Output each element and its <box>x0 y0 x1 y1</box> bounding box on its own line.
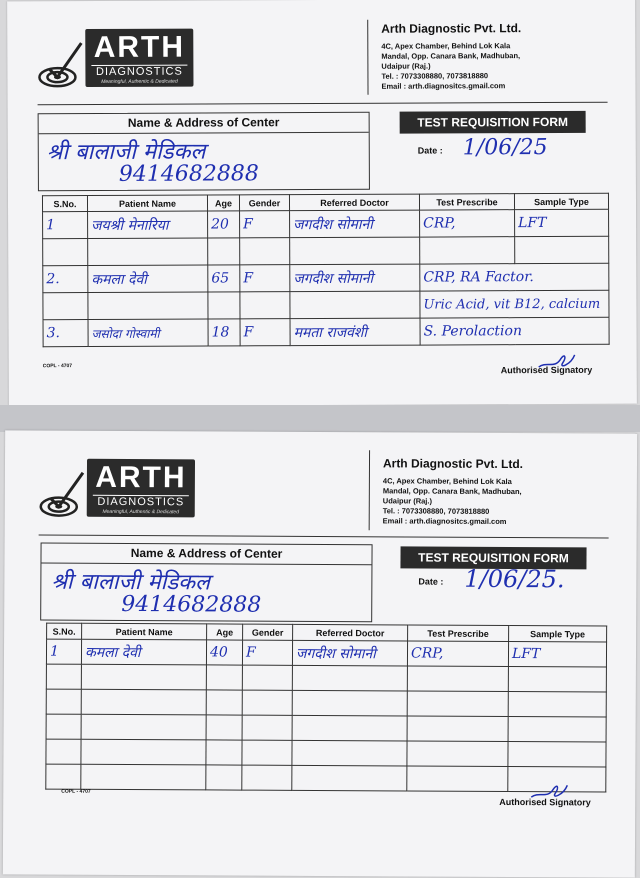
cell-doctor <box>292 690 407 716</box>
cell-gender <box>242 740 292 765</box>
center-name: श्री बालाजी मेडिकल <box>51 569 211 596</box>
cell-sample: LFT <box>515 209 609 236</box>
patient-table <box>42 193 610 347</box>
cell-age <box>208 292 240 319</box>
header-divider <box>369 450 370 530</box>
column-sno: S.No. <box>47 623 82 639</box>
company-name: Arth Diagnostic Pvt. Ltd. <box>382 456 524 472</box>
form-code: COPL - 4707 <box>42 363 73 370</box>
cell-patient-name <box>88 238 208 266</box>
cell-test <box>407 666 508 692</box>
cell-age <box>208 238 240 265</box>
cell-age: 65 <box>208 265 240 292</box>
date-label: Date : <box>417 145 443 156</box>
column-sample-type: Sample Type <box>514 193 608 209</box>
column-age: Age <box>207 195 239 211</box>
authorised-signatory: Authorised Signatory <box>499 796 591 808</box>
cell-sno: 3. <box>43 320 88 347</box>
requisition-form-2 <box>3 430 637 877</box>
center-title: Name & Address of Center <box>127 115 280 130</box>
cell-age <box>206 665 242 690</box>
form-title: TEST REQUISITION FORM <box>400 111 586 134</box>
column-gender: Gender <box>239 195 289 211</box>
requisition-form-1 <box>7 0 637 406</box>
cell-sno: 2. <box>43 266 88 293</box>
column-test-prescribe: Test Prescribe <box>408 625 509 642</box>
company-address-1: 4C, Apex Chamber, Behind Lok Kala <box>382 476 512 487</box>
date-label: Date : <box>418 576 444 587</box>
company-email: Email : arth.diagnositcs.gmail.com <box>381 81 506 91</box>
cell-age: 40 <box>206 640 242 665</box>
cell-test: Uric Acid, vit B12, calcium <box>420 290 609 318</box>
cell-gender: F <box>240 265 290 292</box>
column-gender: Gender <box>243 624 293 640</box>
cell-doctor <box>292 665 407 691</box>
cell-sample: LFT <box>508 641 606 667</box>
cell-sno <box>46 714 81 739</box>
table-row <box>43 209 609 238</box>
cell-test <box>407 691 508 717</box>
cell-doctor: जगदीश सोमानी <box>290 264 420 292</box>
cell-gender <box>240 292 290 319</box>
logo-subtitle: DIAGNOSTICS <box>93 495 189 510</box>
company-address-1: 4C, Apex Chamber, Behind Lok Kala <box>381 41 511 51</box>
logo-subtitle: DIAGNOSTICS <box>91 65 187 79</box>
cell-age <box>206 765 242 790</box>
center-title-rule <box>39 132 369 134</box>
cell-patient-name <box>81 764 206 790</box>
authorised-signatory: Authorised Signatory <box>500 364 593 376</box>
column-patient-name: Patient Name <box>87 195 207 212</box>
center-box <box>40 543 372 623</box>
cell-sno <box>46 739 81 764</box>
cell-sample <box>508 691 606 717</box>
cell-doctor <box>292 740 407 766</box>
cell-sample <box>508 716 606 742</box>
logo-tagline: Meaningful, Authentic & Dedicated <box>101 78 178 85</box>
cell-age <box>206 690 242 715</box>
logo-word: ARTH <box>95 460 187 495</box>
cell-patient-name: जयश्री मेनारिया <box>88 211 208 239</box>
header-rule <box>38 102 608 105</box>
header-divider <box>367 20 368 95</box>
cell-age: 20 <box>208 211 240 238</box>
cell-test: CRP, <box>420 210 515 237</box>
cell-test: CRP, <box>407 641 508 667</box>
column-sno: S.No. <box>42 196 87 212</box>
table-row <box>43 263 609 292</box>
cell-gender: F <box>242 640 292 665</box>
cell-sno <box>46 764 81 789</box>
table-row <box>46 714 606 742</box>
cell-age: 18 <box>208 319 240 346</box>
table-row <box>46 689 606 717</box>
cell-doctor: जगदीश सोमानी <box>292 640 407 666</box>
logo-box <box>87 459 195 518</box>
table-row <box>46 764 606 792</box>
column-age: Age <box>207 624 243 640</box>
center-box <box>38 112 370 191</box>
table-row <box>43 290 609 319</box>
cell-patient-name: कमला देवी <box>88 265 208 293</box>
table-row <box>43 317 609 346</box>
cell-patient-name <box>88 292 208 320</box>
column-patient-name: Patient Name <box>82 623 207 640</box>
cell-sno <box>43 293 88 320</box>
cell-patient-name: जसोदा गोस्वामी <box>88 319 208 347</box>
table-row <box>46 739 606 767</box>
cell-doctor <box>290 237 420 265</box>
cell-sno <box>46 689 81 714</box>
arth-logo <box>39 459 199 530</box>
cell-doctor <box>292 715 407 741</box>
cell-patient-name: कमला देवी <box>81 639 206 665</box>
column-referred-doctor: Referred Doctor <box>289 194 419 211</box>
company-address-3: Udaipur (Raj.) <box>381 61 431 71</box>
company-tel: Tel. : 7073308880, 7073818880 <box>382 506 490 516</box>
cell-patient-name <box>81 714 206 740</box>
target-check-icon <box>39 469 85 519</box>
cell-test <box>420 237 515 264</box>
date-value: 1/06/25. <box>464 564 565 594</box>
cell-doctor <box>292 765 407 791</box>
cell-test <box>407 766 508 792</box>
center-name: श्री बालाजी मेडिकल <box>46 139 206 166</box>
center-title: Name & Address of Center <box>130 546 283 561</box>
company-address-3: Udaipur (Raj.) <box>382 496 432 506</box>
company-name: Arth Diagnostic Pvt. Ltd. <box>381 21 522 36</box>
logo-tagline: Meaningful, Authentic & Dedicated <box>102 508 180 516</box>
logo-word: ARTH <box>93 30 186 64</box>
cell-test <box>407 741 508 767</box>
background-gap <box>0 405 640 432</box>
date-value: 1/06/25 <box>462 135 548 161</box>
cell-sample <box>508 666 606 692</box>
column-test-prescribe: Test Prescribe <box>419 194 514 210</box>
cell-test <box>407 716 508 742</box>
arth-logo <box>37 29 197 100</box>
company-address-2: Mandal, Opp. Canara Bank, Madhuban, <box>381 51 521 61</box>
cell-sno <box>43 239 88 266</box>
cell-gender <box>242 690 292 715</box>
column-sample-type: Sample Type <box>509 625 607 642</box>
cell-patient-name <box>81 664 206 690</box>
column-referred-doctor: Referred Doctor <box>293 624 408 641</box>
logo-box <box>85 29 193 87</box>
cell-gender <box>242 665 292 690</box>
signature-icon <box>529 779 569 801</box>
cell-sample <box>508 741 606 767</box>
table-row <box>46 664 606 692</box>
cell-patient-name <box>81 689 206 715</box>
company-tel: Tel. : 7073308880, 7073818880 <box>381 71 489 81</box>
cell-doctor <box>290 291 420 319</box>
form-code: COPL - 4707 <box>61 788 91 795</box>
cell-doctor: जगदीश सोमानी <box>290 210 420 238</box>
patient-table <box>45 623 607 793</box>
cell-sno: 1 <box>46 639 81 664</box>
form-title: TEST REQUISITION FORM <box>400 546 586 569</box>
table-row <box>46 639 606 667</box>
cell-sno: 1 <box>43 212 88 239</box>
center-phone: 9414682888 <box>118 161 259 187</box>
cell-test: S. Perolaction <box>420 317 609 345</box>
cell-sample <box>515 236 609 263</box>
cell-age <box>206 715 242 740</box>
cell-gender <box>242 765 292 790</box>
target-check-icon <box>37 39 83 89</box>
cell-age <box>206 740 242 765</box>
company-email: Email : arth.diagnositcs.gmail.com <box>382 516 507 526</box>
company-address-2: Mandal, Opp. Canara Bank, Madhuban, <box>382 486 522 497</box>
cell-patient-name <box>81 739 206 765</box>
cell-gender: F <box>240 211 290 238</box>
header-rule <box>39 535 609 539</box>
cell-sno <box>46 664 81 689</box>
table-row <box>43 236 609 265</box>
cell-test: CRP, RA Factor. <box>420 263 609 291</box>
cell-gender <box>242 715 292 740</box>
cell-doctor: ममता राजवंशी <box>290 318 420 346</box>
cell-gender: F <box>240 319 290 346</box>
cell-gender <box>240 238 290 265</box>
center-phone: 9414682888 <box>121 591 262 618</box>
signature-icon <box>537 349 577 371</box>
